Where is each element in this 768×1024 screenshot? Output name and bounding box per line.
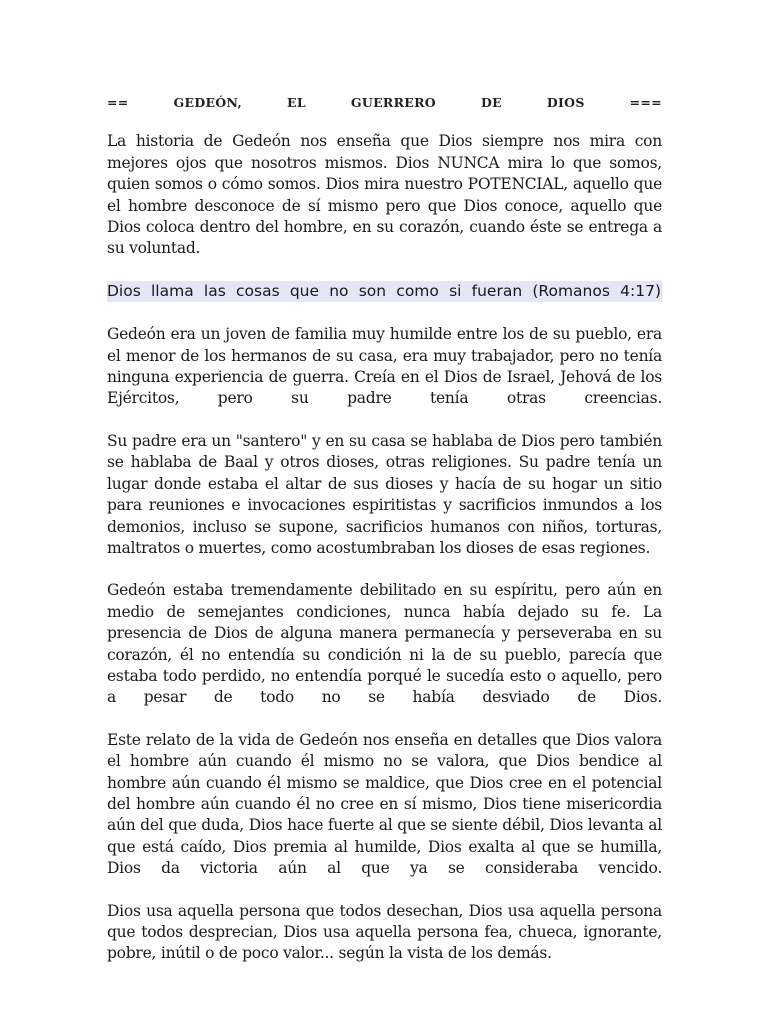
paragraph-father: Su padre era un "santero" y en su casa se hablaba de Dios pero también se hablaba de Baal y otros dioses, otras religiones. Su padre tenía un lugar donde estaba el altar de sus dioses y hacía de su hogar un sitio para reuniones e invocaciones espiritistas y sacrificios inmundos a los demonios, incluso se supone, sacrificios humanos con niños, torturas, maltratos o muertes, como acostumbraban los dioses de esas regiones. [107,431,662,557]
paragraph-intro: La historia de Gedeón nos enseña que Dios siempre nos mira con mejores ojos que nosotros mismos. Dios NUNCA mira lo que somos, quien somos o cómo somos. Dios mira nuestro POTENCIAL, aquello que el hombre desconoce de sí mismo pero que Dios conoce, aquello que Dios coloca dentro del hombre, en su corazón, cuando éste se entrega a su voluntad. [107,132,662,258]
verse-word: que [289,281,320,300]
paragraph-lesson: Este relato de la vida de Gedeón nos enseña en detalles que Dios valora el hombre aún cuando él mismo no se valora, que Dios bendice al hombre aún cuando él mismo se maldice, que Dios cree en el potencial del hombre aún cuando él no cree en sí mismo, Dios tiene misericordia aún del que duda, Dios hace fuerte al que se siente débil, Dios levanta al que está caído, Dios premia al humilde, Dios exalta al que se humilla, Dios da victoria aún al que ya se consideraba vencido. [107,730,662,878]
title-word: DE [480,95,502,110]
title-word: EL [287,95,306,110]
verse-word: cosas [235,281,280,300]
paragraph-gedeon-youth: Gedeón era un joven de familia muy humilde entre los de su pueblo, era el menor de los hermanos de su casa, era muy trabajador, pero no tenía ninguna experiencia de guerra. Creía en el Dios de Israel, Jehová de los Ejércitos, pero su padre tenía otras creencias. [107,325,662,408]
verse-word: si [449,281,462,300]
title-word: == [107,95,129,110]
verse-word: no [329,281,349,300]
document-page [107,92,662,986]
title-word: DIOS [546,95,585,110]
title-word: GUERRERO [350,95,436,110]
paragraph-god-uses: Dios usa aquella persona que todos desechan, Dios usa aquella persona que todos desprecian, Dios usa aquella persona fea, chueca, ignorante, pobre, inútil o de poco valor... según la vista de los demás. [107,901,662,963]
verse-word: llama [151,281,194,300]
verse-word: 4:17) [620,281,661,300]
document-title [107,92,662,113]
verse-word: las [203,281,226,300]
title-word: === [629,95,662,110]
verse-word: son [358,281,387,300]
paragraph-weakened: Gedeón estaba tremendamente debilitado en su espíritu, pero aún en medio de semejantes condiciones, nunca había dejado su fe. La presencia de Dios de alguna manera permanecía y perseveraba en su corazón, él no entendía su condición ni la de su pueblo, parecía que estaba todo perdido, no entendía porqué le sucedía esto o aquello, pero a pesar de todo no se había desviado de Dios. [107,581,662,707]
verse-word: como [396,281,439,300]
verse-word: (Romanos [532,281,610,300]
verse-word: Dios [107,281,141,300]
verse-word: fueran [471,281,523,300]
highlighted-verse [107,281,662,302]
title-word: GEDEÓN, [173,95,243,110]
